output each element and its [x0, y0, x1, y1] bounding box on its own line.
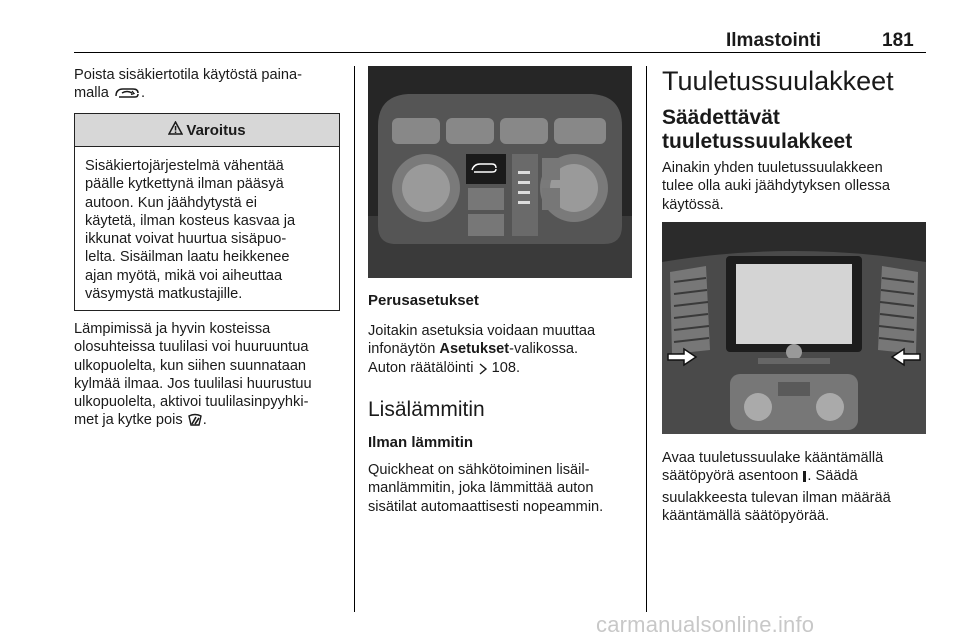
quickheat-line: manlämmitin, joka lämmittää auton	[368, 480, 594, 497]
warning-line: väsymystä matkustajille.	[85, 286, 243, 303]
warning-body	[75, 147, 339, 303]
operation-line: suulakkeesta tulevan ilman määrää	[662, 489, 891, 506]
dashboard-vents-illustration	[662, 222, 926, 434]
paragraph-last-line	[74, 411, 349, 432]
recirculation-icon	[113, 86, 141, 105]
settings-menu-name: Asetukset	[439, 341, 510, 358]
watermark: carmanualsonline.info	[596, 612, 815, 637]
page-ref: 108.	[491, 359, 520, 376]
running-header-title: Ilmastointi	[726, 30, 822, 51]
operation-line: Avaa tuuletussuulake kääntämällä	[662, 450, 884, 466]
basic-settings-text	[368, 322, 642, 380]
quickheat-line: sisätilat automaattisesti nopeammin.	[368, 498, 604, 515]
aux-heater-section-title: Lisälämmitin	[368, 398, 485, 421]
column-divider-left	[354, 66, 355, 612]
subtitle-line: Säädettävät	[662, 106, 780, 129]
recirculation-intro	[74, 66, 349, 106]
paragraph-line: ulkopuolelta, aktivoi tuulilasinpyyhki-	[74, 394, 309, 411]
column-divider-right	[646, 66, 647, 612]
quickheat-line: Quickheat on sähkötoiminen lisäil-	[368, 462, 590, 478]
operation-line: säätöpyörä asentoon . Säädä	[662, 467, 926, 488]
paragraph-line: kylmää ilmaa. Jos tuulilasi huurustuu	[74, 375, 312, 392]
paragraph-line: olosuhteissa tuulilasi voi huuruuntua	[74, 339, 309, 356]
settings-text: Auton räätälöinti	[368, 359, 478, 376]
basic-settings-heading: Perusasetukset	[368, 292, 479, 309]
warning-line: päälle kytkettynä ilman pääsyä	[85, 176, 284, 193]
settings-text: -valikossa.	[509, 341, 579, 358]
defog-paragraph	[74, 320, 349, 433]
vents-intro-line: tulee olla auki jäähdytyksen ollessa	[662, 178, 890, 195]
vents-intro-line: käytössä.	[662, 196, 724, 213]
warning-box	[74, 113, 340, 311]
warning-line: ikkunat voivat huurtua sisäpuo-	[85, 231, 287, 248]
paragraph-line: Lämpimissä ja hyvin kosteissa	[74, 321, 271, 337]
vents-intro	[662, 159, 926, 214]
warning-line: lelta. Sisäilman laatu heikkenee	[85, 249, 290, 266]
warning-title: Varoitus	[186, 121, 246, 139]
vents-title: Tuuletussuulakkeet	[662, 66, 894, 96]
intro-line-2	[74, 84, 349, 105]
adjustable-vents-subtitle	[662, 106, 852, 154]
vents-operation-text	[662, 449, 926, 525]
paragraph-line: ulkopuolelta, kun siihen suunnataan	[74, 357, 307, 374]
intro-text: malla	[74, 85, 109, 102]
quickheat-text	[368, 461, 644, 516]
air-heater-subheading: Ilman lämmitin	[368, 434, 474, 451]
settings-text: infonäytön	[368, 341, 440, 358]
header-rule	[74, 52, 926, 53]
operation-line: kääntämällä säätöpyörää.	[662, 507, 830, 524]
intro-end: .	[140, 85, 145, 102]
settings-line	[368, 359, 642, 380]
climate-control-panel-illustration	[368, 66, 632, 278]
warning-line: käytetä, ilman kosteus kasvaa ja	[85, 212, 296, 229]
settings-line: Joitakin asetuksia voidaan muuttaa	[368, 323, 596, 339]
warning-line: ajan myötä, mikä voi aiheuttaa	[85, 267, 283, 284]
operation-text: Säädä	[815, 468, 858, 485]
warning-line: autoon. Kun jäähdytystä ei	[85, 194, 258, 211]
subtitle-line: tuuletussuulakkeet	[662, 130, 853, 153]
warning-triangle-icon	[168, 121, 183, 139]
page-ref-arrow-icon	[478, 362, 488, 380]
warning-line: Sisäkiertojärjestelmä vähentää	[85, 158, 284, 174]
paragraph-text: met ja kytke pois	[74, 412, 183, 429]
page-number: 181	[882, 30, 914, 51]
warning-header	[75, 114, 339, 147]
intro-line-1: Poista sisäkiertotila käytöstä paina-	[74, 67, 302, 83]
windshield-wiper-icon	[187, 413, 203, 432]
settings-line	[368, 340, 642, 358]
operation-text: säätöpyörä asentoon	[662, 468, 799, 485]
vents-intro-line: Ainakin yhden tuuletussuulakkeen	[662, 160, 883, 176]
paragraph-end: .	[202, 412, 207, 429]
